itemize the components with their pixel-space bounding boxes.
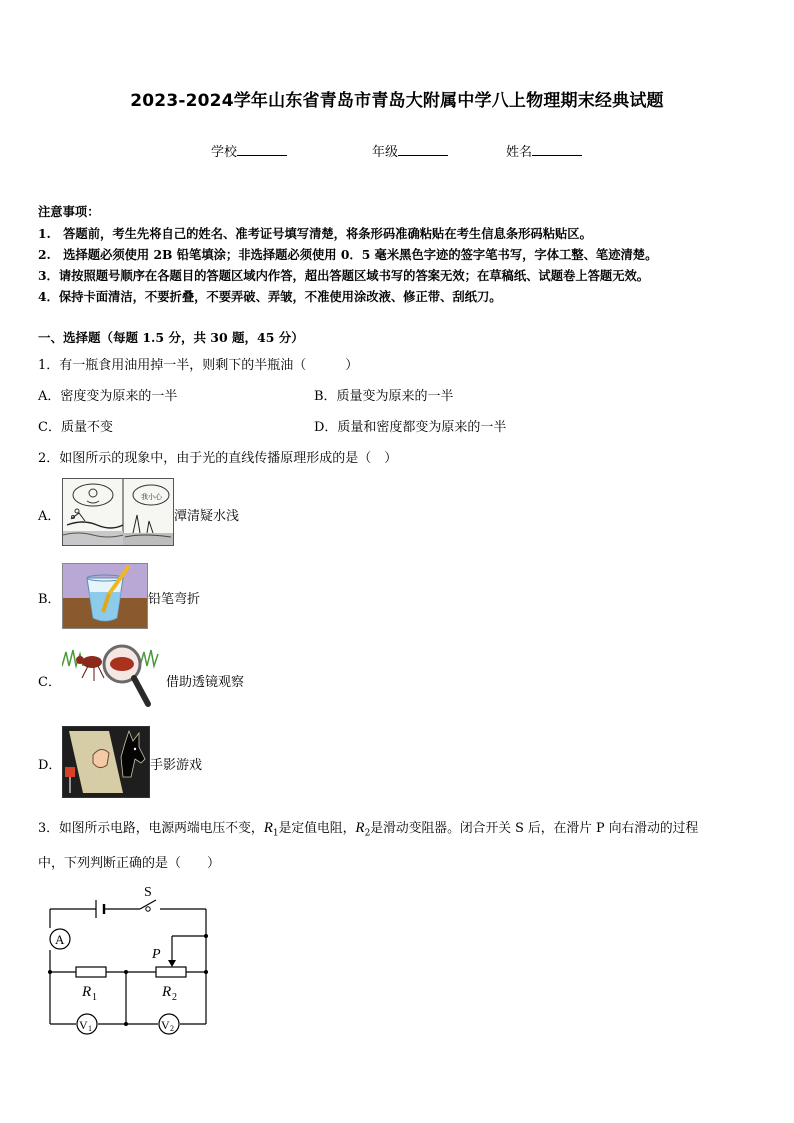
r1-subscript: 1 <box>272 828 279 839</box>
q2-option-d-caption: 手影游戏 <box>150 758 203 773</box>
v1-label-sub: 1 <box>88 1024 92 1033</box>
grade-field[interactable] <box>372 141 448 160</box>
q3-stem <box>38 817 698 839</box>
name-label: 姓名 <box>506 145 533 160</box>
q2-option-d-letter[interactable]: D． <box>38 758 62 773</box>
pencil-in-water-illustration <box>63 564 147 628</box>
q2-option-c-image[interactable] <box>62 640 162 718</box>
q3-stem-part: 是滑动变阻器。闭合开关 S 后，在滑片 P 向右滑动的过程 <box>370 821 699 836</box>
grade-label: 年级 <box>372 145 399 160</box>
hand-shadow-illustration <box>63 727 149 797</box>
school-label: 学校 <box>211 145 238 160</box>
r2-subscript: 2 <box>364 828 371 839</box>
v2-label: V <box>161 1018 170 1032</box>
notice-item: 1. 答题前，考生先将自己的姓名、准考证号填写清楚，将条形码准确粘贴在考生信息条形码粘贴区。 <box>38 226 592 241</box>
q2-option-b-caption: 铅笔弯折 <box>148 592 201 607</box>
switch-label: S <box>144 885 152 900</box>
resistor-r1 <box>76 967 106 977</box>
notice-item: 3．请按照题号顺序在各题目的答题区域内作答，超出答题区域书写的答案无效；在草稿纸、试题卷上答题无效。 <box>38 268 650 283</box>
q2-option-c-letter[interactable]: C． <box>38 675 61 690</box>
r2-symbol: R <box>355 820 365 836</box>
school-field[interactable] <box>211 141 287 160</box>
notice-item: 2. 选择题必须使用 2B 铅笔填涂；非选择题必须使用 0．5 毫米黑色字迹的签字笔书写，字体工整、笔迹清楚。 <box>38 247 658 262</box>
section-heading: 一、选择题（每题 1.5 分，共 30 题，45 分） <box>38 330 304 345</box>
notice-item: 4．保持卡面清洁，不要折叠，不要弄破、弄皱，不准使用涂改液、修正带、刮纸刀。 <box>38 289 502 304</box>
notice-heading: 注意事项： <box>38 204 100 219</box>
ammeter-label: A <box>55 932 65 947</box>
slider-label: P <box>152 947 161 962</box>
fishing-cartoon-illustration <box>63 479 173 545</box>
q1-stem: 1．有一瓶食用油用掉一半，则剩下的半瓶油（ ） <box>38 358 359 373</box>
cartoon-sign-text: 我小心 <box>141 493 162 501</box>
school-blank[interactable] <box>237 143 287 156</box>
q1-option-a[interactable]: A．密度变为原来的一半 <box>38 389 178 404</box>
r1-label-sub: 1 <box>92 992 97 1003</box>
q2-option-c-caption: 借助透镜观察 <box>166 675 245 690</box>
r1-label: R <box>82 984 92 1000</box>
notice-block <box>38 202 758 312</box>
switch-contact <box>146 907 150 911</box>
q3-stem-part: 是定值电阻， <box>278 821 356 836</box>
q2-option-b-letter[interactable]: B． <box>38 592 61 607</box>
r2-label: R <box>162 984 172 1000</box>
name-field[interactable] <box>506 141 582 160</box>
junction-dot <box>48 970 52 974</box>
q2-option-a-caption: 潭清疑水浅 <box>174 509 240 524</box>
r2-label-sub: 2 <box>172 992 177 1003</box>
magnifier-ant-illustration <box>62 640 162 718</box>
name-blank[interactable] <box>532 143 582 156</box>
q1-option-c[interactable]: C．质量不变 <box>38 420 113 435</box>
v1-label: V <box>79 1018 88 1032</box>
junction-dot <box>204 934 208 938</box>
q2-option-b-image[interactable] <box>62 563 148 629</box>
q3-stem-part: 3．如图所示电路，电源两端电压不变， <box>38 821 264 836</box>
q1-option-b[interactable]: B．质量变为原来的一半 <box>314 389 454 404</box>
q2-option-a-image[interactable] <box>62 478 174 546</box>
q2-stem: 2．如图所示的现象中，由于光的直线传播原理形成的是（ ） <box>38 451 398 466</box>
q2-option-a-letter[interactable]: A． <box>38 509 61 524</box>
q1-option-d[interactable]: D．质量和密度都变为原来的一半 <box>314 420 507 435</box>
junction-dot <box>124 1022 128 1026</box>
v2-label-sub: 2 <box>170 1024 174 1033</box>
resistor-r2 <box>156 967 186 977</box>
page-title: 2023-2024学年山东省青岛市青岛大附属中学八上物理期末经典试题 <box>130 91 664 111</box>
circuit-diagram <box>30 878 230 1048</box>
grade-blank[interactable] <box>398 143 448 156</box>
q2-option-d-image[interactable] <box>62 726 150 798</box>
r1-symbol: R <box>263 820 273 836</box>
q3-stem-line2: 中，下列判断正确的是（ ） <box>38 856 221 871</box>
slider-arrow-head <box>168 960 176 967</box>
junction-dot <box>204 970 208 974</box>
junction-dot <box>124 970 128 974</box>
